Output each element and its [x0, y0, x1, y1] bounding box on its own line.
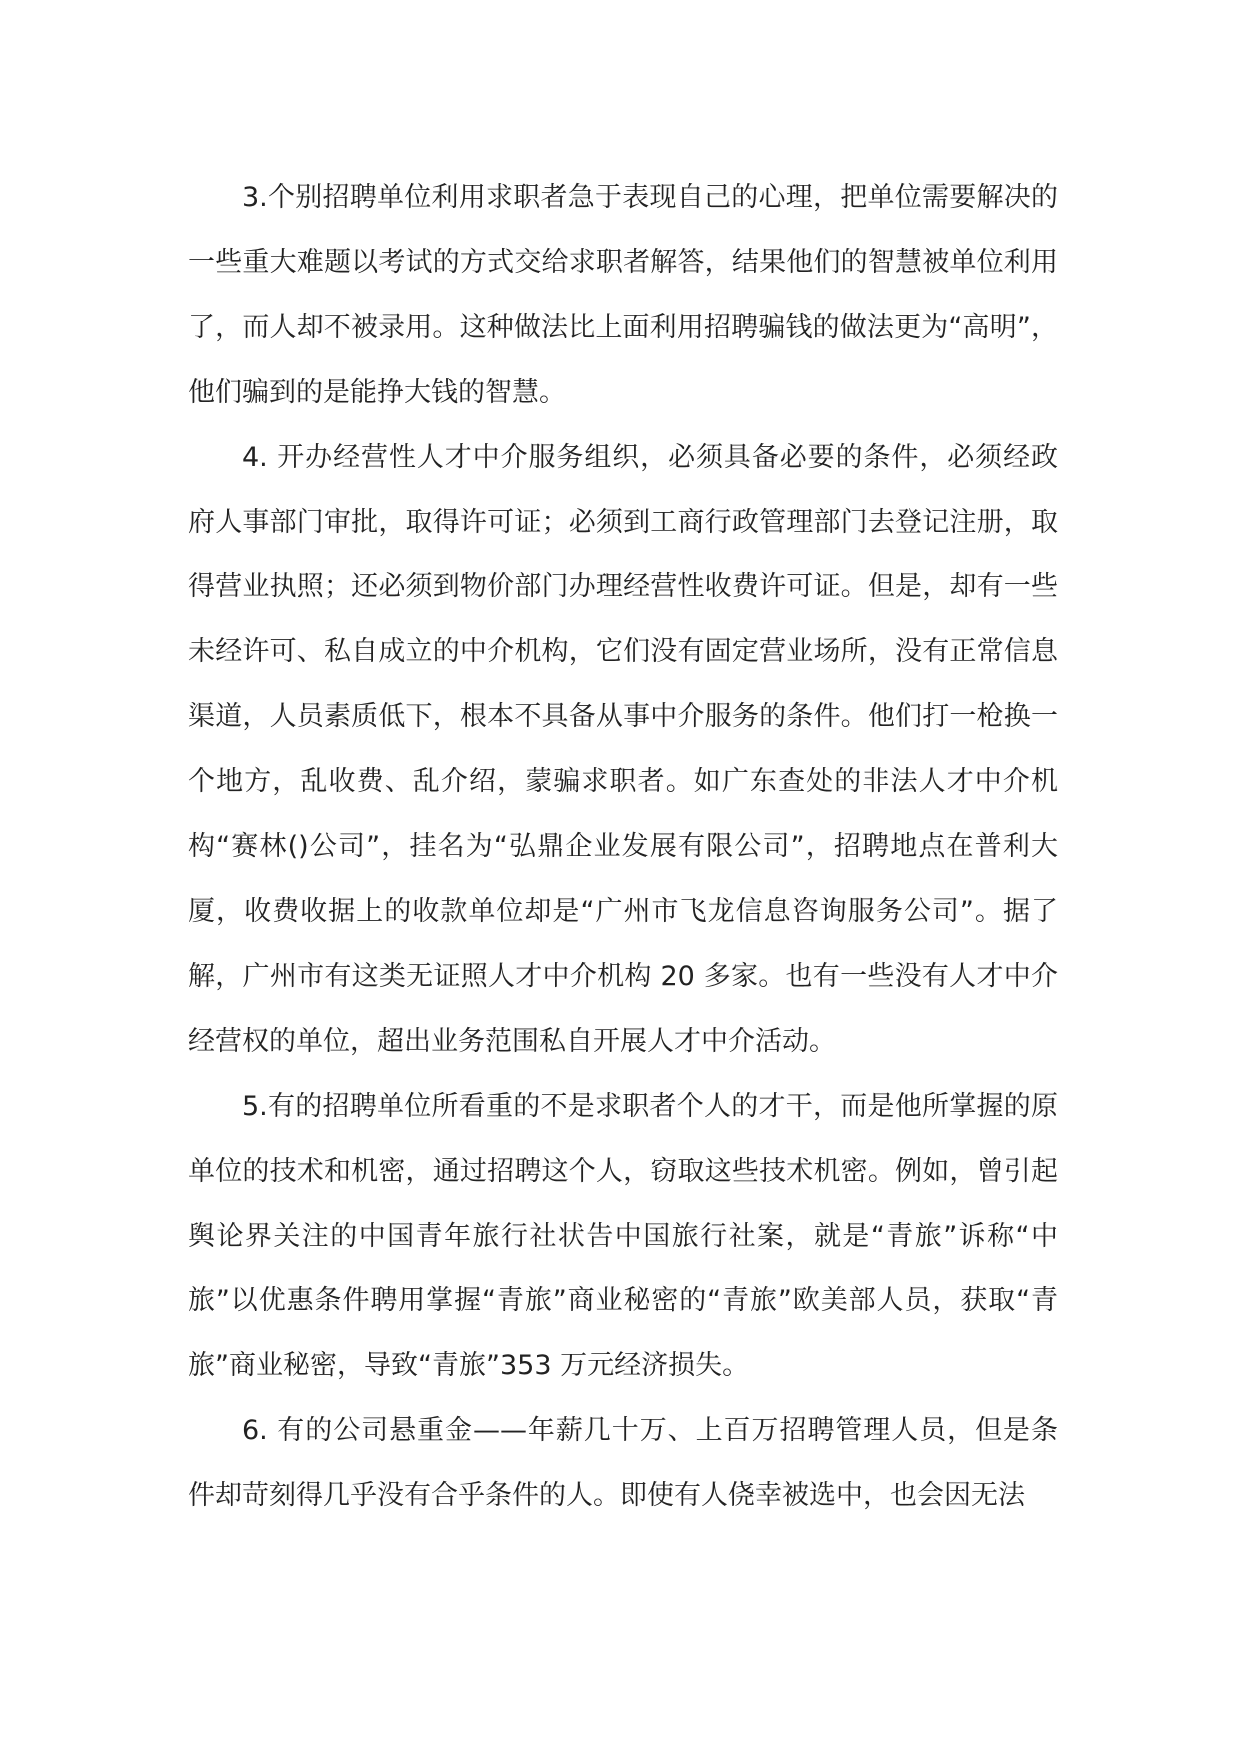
- paragraph-item-3: 3.个别招聘单位利用求职者急于表现自己的心理，把单位需要解决的一些重大难题以考试的方式交给求职者解答，结果他们的智慧被单位利用了，而人却不被录用。这种做法比上面利用招聘骗钱的做法更为“高明”，他们骗到的是能挣大钱的智慧。: [188, 182, 1058, 408]
- document-page: [188, 166, 1058, 1529]
- paragraph-item-6: 6. 有的公司悬重金——年薪几十万、上百万招聘管理人员，但是条件却苛刻得几乎没有合乎条件的人。即使有人侥幸被选中，也会因无法: [188, 1415, 1058, 1512]
- paragraph-item-5: 5.有的招聘单位所看重的不是求职者个人的才干，而是他所掌握的原单位的技术和机密，通过招聘这个人，窃取这些技术机密。例如，曾引起舆论界关注的中国青年旅行社状告中国旅行社案，就是“青旅”诉称“中旅”以优惠条件聘用掌握“青旅”商业秘密的“青旅”欧美部人员，获取“青旅”商业秘密，导致“青旅”353 万元经济损失。: [188, 1090, 1058, 1382]
- paragraph-item-4: 4. 开办经营性人才中介服务组织，必须具备必要的条件，必须经政府人事部门审批，取得许可证；必须到工商行政管理部门去登记注册，取得营业执照；还必须到物价部门办理经营性收费许可证。但是，却有一些未经许可、私自成立的中介机构，它们没有固定营业场所，没有正常信息渠道，人员素质低下，根本不具备从事中介服务的条件。他们打一枪换一个地方，乱收费、乱介绍，蒙骗求职者。如广东查处的非法人才中介机构“赛林()公司”，挂名为“弘鼎企业发展有限公司”，招聘地点在普利大厦，收费收据上的收款单位却是“广州市飞龙信息咨询服务公司”。据了解，广州市有这类无证照人才中介机构 20 多家。也有一些没有人才中介经营权的单位，超出业务范围私自开展人才中介活动。: [188, 441, 1058, 1057]
